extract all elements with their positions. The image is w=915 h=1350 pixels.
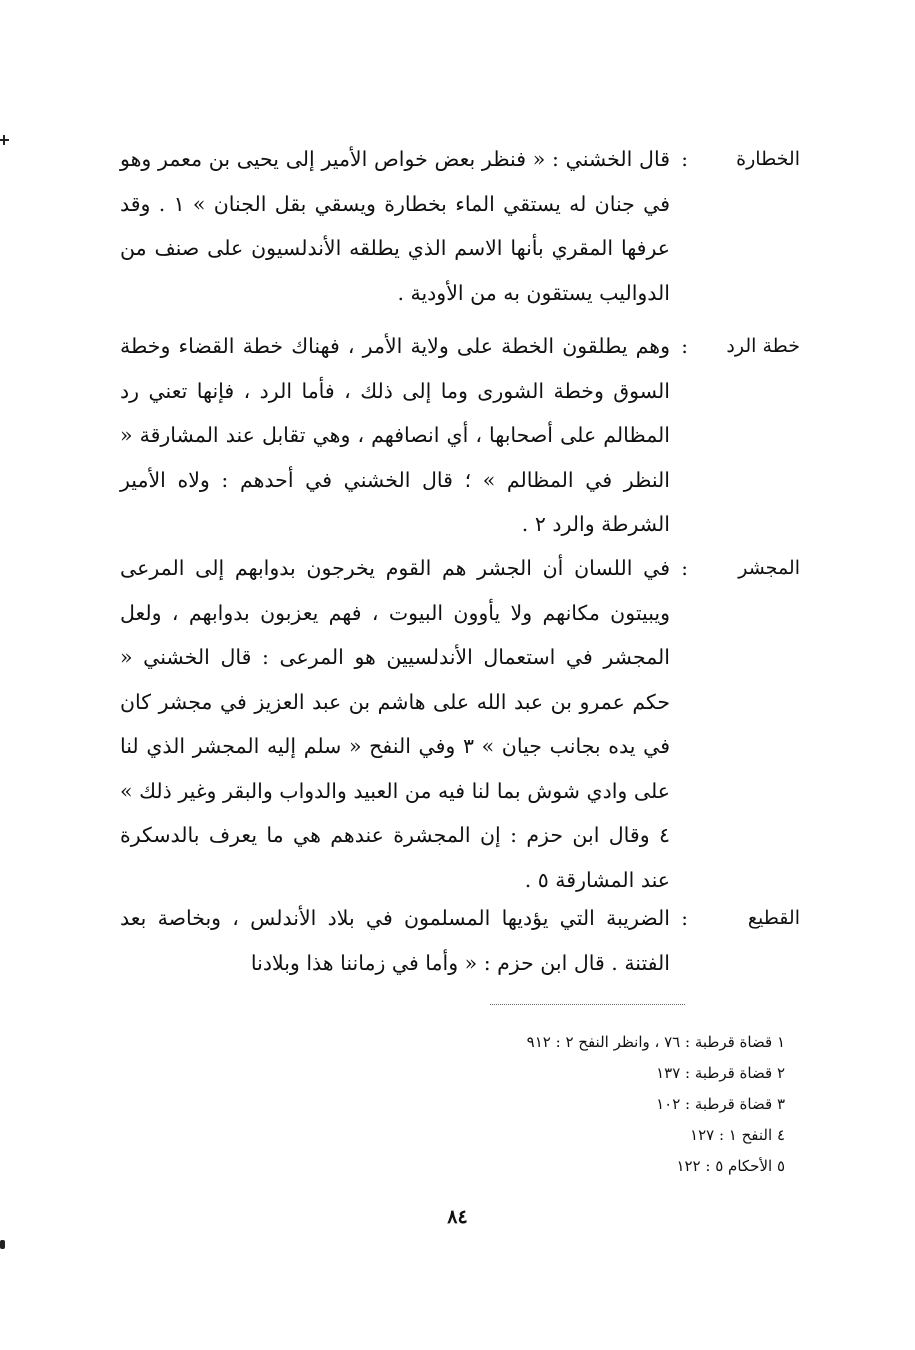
footnotes	[380, 1027, 785, 1182]
entry-definition: وهم يطلقون الخطة على ولاية الأمر ، فهناك خطة القضاء وخطة السوق وخطة الشورى وما إلى ذلك ، فأما الرد ، فإنها تعني رد المظالم على أصحابها ، أي انصافهم ، وهي تقابل عند المشارقة « النظر في المظالم » ؛ قال الخشني في أحدهم : ولاه الأمير الشرطة والرد ٢ .	[120, 334, 670, 536]
footnote-2: ٢ قضاة قرطبة : ١٣٧	[656, 1064, 785, 1082]
entry-term: الخطارة	[736, 148, 800, 170]
footnote-separator	[490, 1004, 685, 1005]
glossary-entry-khuttat-al-radd	[120, 324, 800, 546]
entry-definition: في اللسان أن الجشر هم القوم يخرجون بدوابهم إلى المرعى ويبيتون مكانهم ولا يأوون البيوت ، فهم يعزبون بدوابهم ، ولعل المجشر في استعمال الأندلسيين هو المرعى : قال الخشني « حكم عمرو بن عبد الله على هاشم بن عبد العزيز في مجشر كان في يده بجانب جيان » ٣ وفي النفح « سلم إليه المجشر الذي لنا على وادي شوش بما لنا فيه من العبيد والدواب والبقر وغير ذلك » ٤ وقال ابن حزم : إن المجشرة عندهم هي ما يعرف بالدسكرة عند المشارقة ٥ .	[120, 556, 670, 892]
entry-definition: الضريبة التي يؤديها المسلمون في بلاد الأندلس ، وبخاصة بعد الفتنة . قال ابن حزم : « وأما في زماننا هذا وبلادنا	[120, 906, 670, 975]
page-number: ٨٤	[447, 1206, 468, 1228]
entry-definition: قال الخشني : « فنظر بعض خواص الأمير إلى يحيى بن معمر وهو في جنان له يستقي الماء بخطارة ويسقي بقل الجنان » ١ . وقد عرفها المقري بأنها الاسم الذي يطلقه الأندلسيون على صنف من الدواليب يستقون به من الأودية .	[120, 147, 670, 305]
scan-mark-top-left-vertical	[3, 135, 5, 145]
glossary-entry-mujshar	[120, 546, 800, 892]
entry-term: المجشر	[738, 557, 800, 579]
footnote-5: ٥ الأحكام ٥ : ١٢٢	[676, 1157, 785, 1175]
term-separator: :	[681, 556, 688, 580]
footnote-3: ٣ قضاة قرطبة : ١٠٢	[656, 1095, 785, 1113]
scan-mark-bottom-left	[0, 1240, 5, 1249]
entry-term: القطيع	[747, 907, 800, 929]
glossary-entry-khattara	[120, 137, 800, 327]
term-separator: :	[681, 147, 688, 171]
glossary-entry-qati	[120, 896, 800, 988]
entry-term: خطة الرد	[726, 335, 800, 357]
footnote-1: ١ قضاة قرطبة : ٧٦ ، وانظر النفح ٢ : ٩١٢	[526, 1033, 785, 1051]
term-separator: :	[681, 906, 688, 930]
footnote-4: ٤ النفح ١ : ١٢٧	[690, 1126, 785, 1144]
term-separator: :	[681, 334, 688, 358]
